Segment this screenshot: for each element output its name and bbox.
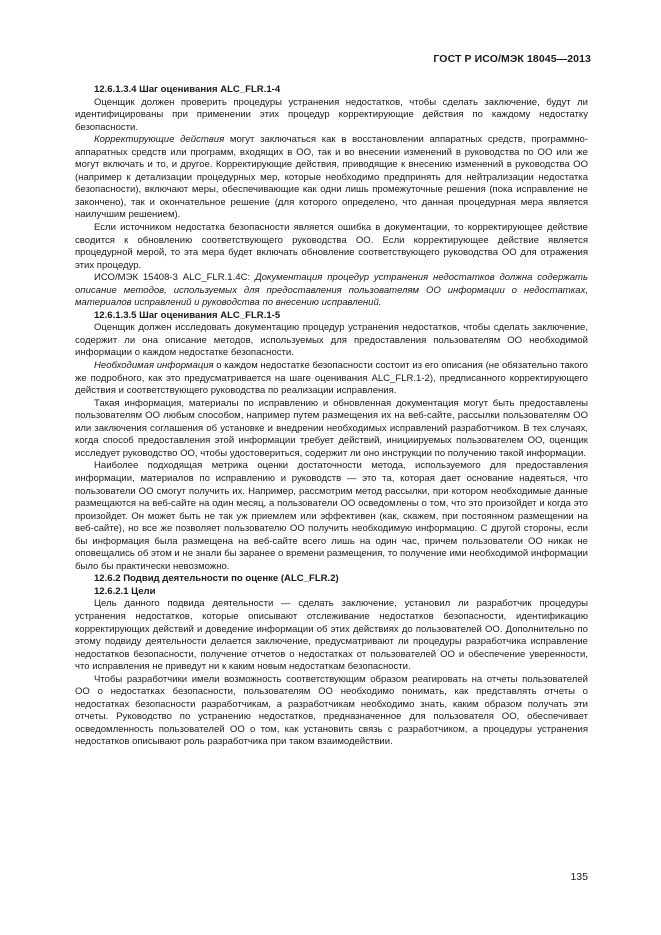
requirement-reference: ИСО/МЭК 15408-3 ALC_FLR.1.4С: <box>94 272 255 284</box>
paragraph-text: о каждом недостатке безопасности состоит из его описания (не обязательно такого же подробного, как это предусматривается на шаге оценивания ALC_FLR.1-2), предписанного корректирующего действия и соответствующего руководства по реализации исправления. <box>75 360 588 397</box>
page-number: 135 <box>570 871 588 883</box>
italic-term: Необходимая информация <box>94 360 214 372</box>
paragraph-text: могут заключаться как в восстановлении аппаратных средств, программно-аппаратных средств или программ, входящих в ОО, так и во внесении изменений в руководства по ОО или же могут включать и то, и другое. Корректирующие действия, приводящие к внесению изменений в руководства ОО (например к детализации процедурных мер, которые необходимо предпринять для нейтрализации недостатка безопасности), включают меры, обеспечивающие как одни лишь промежуточные решения (пока исправление не закончено), так и окончательное решение (для которого определено, что данная процедурная мера является наилучшим решением). <box>75 134 589 221</box>
paragraph: Цель данного подвида деятельности — сделать заключение, установил ли разработчик процедуры устранения недостатков, которые описывают отслеживание недостатков безопасности, идентификацию корректирующих действий и доведение информации об этих действиях до пользователей ОО. Дополнительно по этому подвиду деятельности делается заключение, предусматривают ли процедуры разработчика исправление недостатков безопасности, получение отчетов о недостатках от пользователей ОО и обеспечение уверенности, что исправления не приведут ни к каким новым недостаткам безопасности. <box>75 598 588 673</box>
requirement-text: Документация процедур устранения недостатков должна содержать описание методов, используемых для предоставления пользователям ОО информации о недостатках, материалов исправлений и руководства по внесению исправлений. <box>75 272 588 309</box>
section-heading: 12.6.2 Подвид деятельности по оценке (ALC_FLR.2) <box>94 573 339 585</box>
paragraph: Если источником недостатка безопасности является ошибка в документации, то корректирующее действие сводится к обновлению соответствующего руководства ОО. Если корректирующее действие является процедурной мерой, то эта мера будет включать обновление соответствующего руководства ОО для отражения этих процедур. <box>75 222 588 271</box>
paragraph: Чтобы разработчики имели возможность соответствующим образом реагировать на отчеты пользователей ОО о недостатках безопасности, пользователям ОО необходимо понимать, как представлять отчеты о недостатках безопасности разработчикам, а разработчикам необходимо знать, каким образом получать эти отчеты. Руководство по устранению недостатков, предназначенное для пользователя ОО, обеспечивает осведомленность пользователей ОО о том, как установить связь с разработчиком, а процедуры устранения недостатков описывают роль разработчика при таком взаимодействии. <box>75 673 588 748</box>
paragraph <box>75 272 588 310</box>
section-heading: 12.6.1.3.4 Шаг оценивания ALC_FLR.1-4 <box>94 84 281 95</box>
section-heading: 12.6.1.3.5 Шаг оценивания ALC_FLR.1-5 <box>94 309 281 321</box>
paragraph: Оценщик должен исследовать документацию процедур устранения недостатков, чтобы сделать заключение, содержит ли она описание методов, используемых для предоставления пользователям ОО необходимой информации о каждом недостатке безопасности. <box>75 322 588 359</box>
document-body <box>75 84 588 749</box>
paragraph <box>75 134 588 222</box>
section-heading: 12.6.2.1 Цели <box>94 585 156 597</box>
paragraph: Оценщик должен проверить процедуры устранения недостатков, чтобы сделать заключение, будут ли идентифицированы при применении этих процедур корректирующие действия по каждому недостатку безопасности. <box>75 96 588 133</box>
paragraph: Такая информация, материалы по исправлению и обновленная документация могут быть предоставлены пользователям ОО любым способом, например путем размещения их на веб-сайте, рассылки пользователям ОО или заключения соглашения об установке и внедрении необходимых исправлений разработчиком. В тех случаях, когда способ предоставления этой информации требует действий, инициируемых пользователем ОО, оценщик исследует руководство ОО, чтобы удостовериться, содержит ли оно инструкции по получению такой информации. <box>75 397 588 459</box>
document-header: ГОСТ Р ИСО/МЭК 18045—2013 <box>433 53 591 65</box>
paragraph <box>75 360 588 398</box>
italic-term: Корректирующие действия <box>94 134 225 146</box>
paragraph: Наиболее подходящая метрика оценки достаточности метода, используемого для предоставления информации, материалов по исправлению и руководств — это та, которая дает основание надеяться, что пользователи ОО смогут получить их. Например, рассмотрим метод рассылки, при котором необходимые данные размещаются на веб-сайте на один месяц, а пользователи ОО осведомлены о том, что это произойдет и когда это произойдет. Он может быть не так уж приемлем или эффективен (как, скажем, при постоянном размещении на веб-сайте), но все же позволяет пользователю ОО получить необходимую информацию. С другой стороны, если бы информация была размещена на веб-сайте всего лишь на один час, причем пользователи ОО никак не оповещались об этом и не знали бы заранее о времени размещения, то получение ими необходимой информации было бы практически невозможно. <box>75 460 588 572</box>
